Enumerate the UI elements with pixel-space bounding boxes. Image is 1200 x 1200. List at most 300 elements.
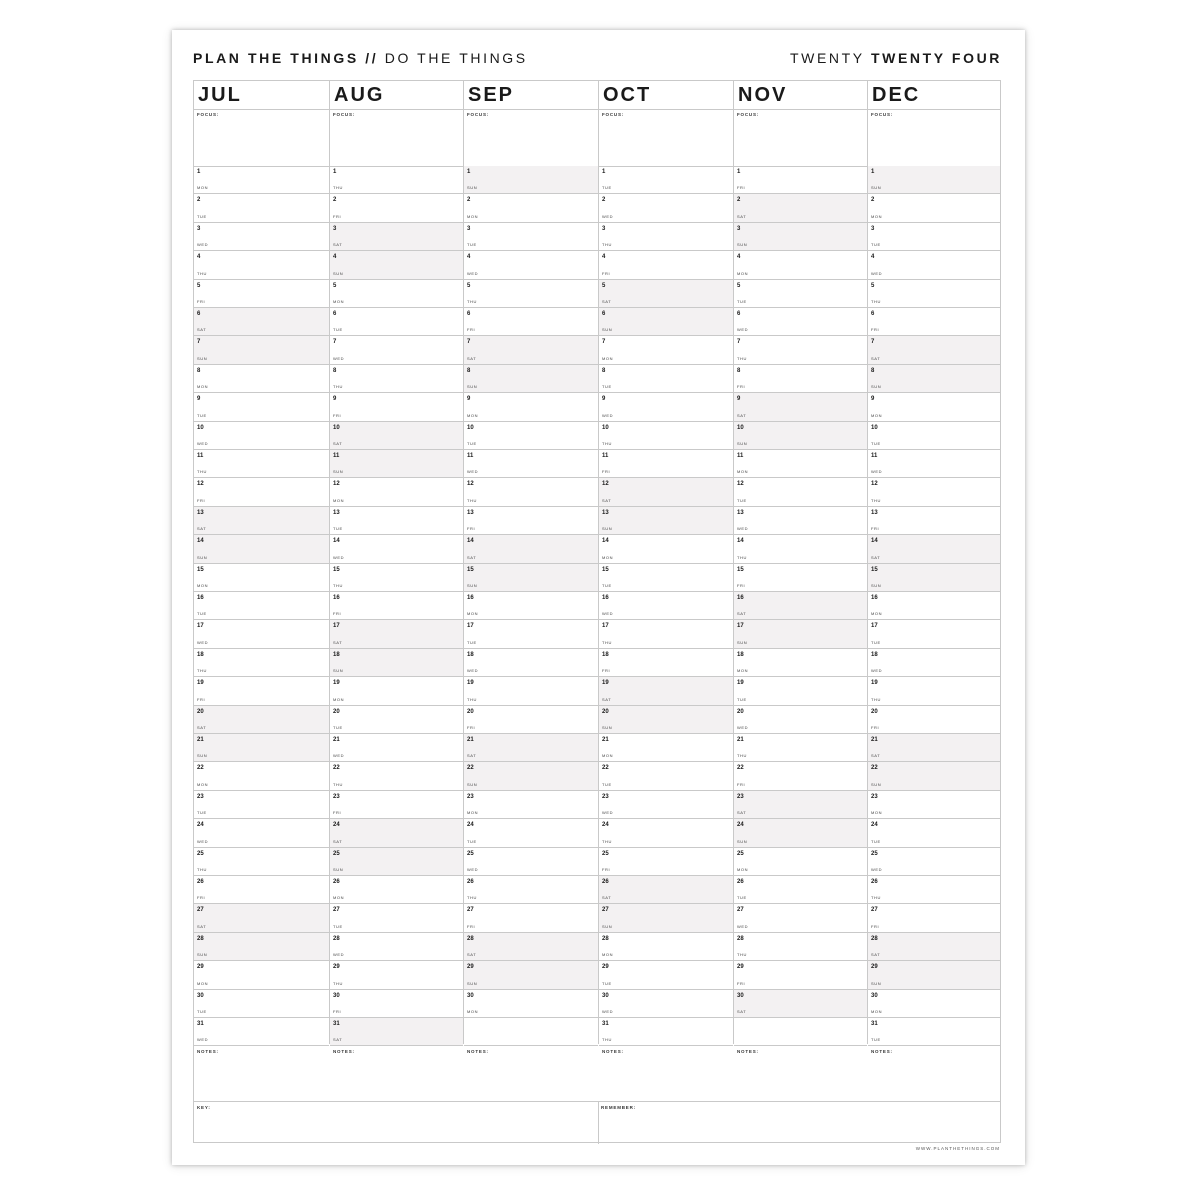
- day-weekday: FRI: [871, 327, 880, 333]
- day-number: 9: [467, 396, 471, 403]
- day-cell[interactable]: [599, 848, 733, 876]
- day-cell[interactable]: [464, 450, 598, 478]
- notes-box[interactable]: [464, 1046, 598, 1102]
- day-cell[interactable]: [868, 166, 1000, 194]
- day-cell[interactable]: [194, 933, 329, 961]
- day-cell[interactable]: [464, 166, 598, 194]
- day-cell[interactable]: [194, 734, 329, 762]
- day-cell[interactable]: [599, 990, 733, 1018]
- day-weekday: THU: [737, 355, 748, 361]
- day-cell[interactable]: [330, 223, 463, 251]
- day-cell[interactable]: [464, 620, 598, 648]
- day-cell[interactable]: [464, 422, 598, 450]
- day-cell[interactable]: [464, 592, 598, 620]
- day-cell[interactable]: [194, 280, 329, 308]
- day-cell[interactable]: [330, 1018, 463, 1046]
- day-cell[interactable]: [734, 422, 867, 450]
- day-number: 8: [871, 367, 875, 374]
- day-cell[interactable]: [734, 990, 867, 1018]
- day-cell[interactable]: [734, 223, 867, 251]
- day-cell[interactable]: [734, 677, 867, 705]
- day-number: 13: [737, 509, 744, 516]
- day-cell[interactable]: [330, 251, 463, 279]
- day-cell[interactable]: [330, 450, 463, 478]
- day-number: 30: [467, 992, 474, 999]
- day-cell[interactable]: [194, 450, 329, 478]
- day-cell[interactable]: [868, 507, 1000, 535]
- day-number: 11: [197, 453, 204, 459]
- day-cell[interactable]: [194, 223, 329, 251]
- day-cell[interactable]: [330, 166, 463, 194]
- day-cell[interactable]: [868, 762, 1000, 790]
- day-cell[interactable]: [330, 280, 463, 308]
- day-number: 21: [602, 737, 609, 743]
- day-cell[interactable]: [599, 280, 733, 308]
- day-cell[interactable]: [194, 876, 329, 904]
- day-weekday: WED: [197, 639, 209, 645]
- day-number: 7: [737, 339, 741, 346]
- day-cell[interactable]: [734, 336, 867, 364]
- day-weekday: TUE: [467, 639, 477, 645]
- day-number: 7: [333, 339, 337, 346]
- day-cell[interactable]: [868, 422, 1000, 450]
- day-cell[interactable]: [599, 734, 733, 762]
- day-weekday: FRI: [197, 497, 206, 503]
- day-weekday: SUN: [871, 980, 882, 986]
- day-number: 15: [871, 566, 878, 573]
- day-number: 29: [467, 964, 474, 971]
- day-cell[interactable]: [194, 620, 329, 648]
- day-cell[interactable]: [330, 933, 463, 961]
- day-cell[interactable]: [194, 592, 329, 620]
- day-cell[interactable]: [464, 194, 598, 222]
- day-number: 14: [871, 538, 878, 545]
- day-cell[interactable]: [868, 961, 1000, 989]
- day-cell[interactable]: [464, 564, 598, 592]
- day-cell[interactable]: [599, 535, 733, 563]
- focus-box[interactable]: [734, 109, 867, 167]
- day-cell[interactable]: [464, 1018, 598, 1046]
- day-number: 29: [333, 964, 340, 971]
- day-weekday: SUN: [467, 781, 478, 787]
- day-weekday: SUN: [333, 469, 344, 475]
- day-cell[interactable]: [599, 450, 733, 478]
- day-weekday: THU: [602, 838, 613, 844]
- day-cell[interactable]: [734, 848, 867, 876]
- day-cell[interactable]: [464, 706, 598, 734]
- day-weekday: SAT: [602, 298, 612, 304]
- day-cell[interactable]: [599, 308, 733, 336]
- month-column-dec: [867, 81, 1000, 1055]
- day-cell[interactable]: [464, 336, 598, 364]
- remember-box[interactable]: [598, 1102, 1000, 1144]
- day-cell[interactable]: [330, 706, 463, 734]
- focus-box[interactable]: [330, 109, 463, 167]
- day-cell[interactable]: [868, 734, 1000, 762]
- day-cell[interactable]: [734, 251, 867, 279]
- day-cell[interactable]: [194, 564, 329, 592]
- focus-box[interactable]: [868, 109, 1000, 167]
- day-number: 2: [467, 197, 471, 204]
- month-header: [194, 81, 329, 110]
- day-cell[interactable]: [734, 564, 867, 592]
- remember-label: REMEMBER:: [601, 1105, 636, 1110]
- day-cell[interactable]: [194, 478, 329, 506]
- notes-box[interactable]: [599, 1046, 733, 1102]
- day-cell[interactable]: [464, 365, 598, 393]
- day-weekday: THU: [467, 696, 478, 702]
- day-cell[interactable]: [464, 251, 598, 279]
- day-cell[interactable]: [464, 478, 598, 506]
- day-cell[interactable]: [734, 791, 867, 819]
- day-weekday: SAT: [197, 724, 207, 730]
- day-number: 21: [871, 737, 878, 743]
- day-cell[interactable]: [868, 393, 1000, 421]
- day-cell[interactable]: [194, 422, 329, 450]
- day-cell[interactable]: [330, 876, 463, 904]
- day-number: 28: [602, 935, 609, 942]
- day-cell[interactable]: [734, 166, 867, 194]
- day-weekday: FRI: [333, 1008, 342, 1014]
- day-cell[interactable]: [734, 876, 867, 904]
- day-cell[interactable]: [330, 592, 463, 620]
- day-cell[interactable]: [868, 649, 1000, 677]
- day-cell[interactable]: [464, 819, 598, 847]
- day-cell[interactable]: [868, 620, 1000, 648]
- day-number: 18: [197, 651, 204, 658]
- day-number: 31: [602, 1021, 609, 1027]
- notes-box[interactable]: [194, 1046, 329, 1102]
- day-cell[interactable]: [330, 535, 463, 563]
- day-cell[interactable]: [734, 393, 867, 421]
- day-cell[interactable]: [194, 507, 329, 535]
- day-number: 30: [737, 992, 744, 999]
- day-cell[interactable]: [464, 848, 598, 876]
- day-cell[interactable]: [868, 336, 1000, 364]
- day-cell[interactable]: [330, 791, 463, 819]
- day-number: 14: [197, 538, 204, 545]
- day-number: 10: [333, 424, 340, 431]
- day-cell[interactable]: [868, 876, 1000, 904]
- day-weekday: THU: [602, 242, 613, 248]
- day-weekday: WED: [737, 923, 749, 929]
- day-cell[interactable]: [464, 677, 598, 705]
- day-weekday: TUE: [197, 1008, 207, 1014]
- header-right-bold: TWENTY FOUR: [870, 50, 1002, 66]
- day-cell[interactable]: [194, 393, 329, 421]
- day-number: 2: [333, 197, 337, 204]
- day-cell[interactable]: [330, 564, 463, 592]
- day-cell[interactable]: [868, 365, 1000, 393]
- day-weekday: MON: [871, 611, 883, 617]
- day-cell[interactable]: [599, 365, 733, 393]
- day-cell[interactable]: [734, 280, 867, 308]
- day-cell[interactable]: [734, 649, 867, 677]
- day-cell[interactable]: [194, 791, 329, 819]
- day-cell[interactable]: [464, 791, 598, 819]
- day-number: 2: [737, 197, 741, 204]
- day-weekday: TUE: [197, 213, 207, 219]
- day-cell[interactable]: [464, 990, 598, 1018]
- day-number: 10: [602, 424, 609, 431]
- day-cell[interactable]: [464, 535, 598, 563]
- day-number: 12: [737, 481, 744, 488]
- day-cell[interactable]: [868, 194, 1000, 222]
- day-cell[interactable]: [194, 990, 329, 1018]
- day-cell[interactable]: [464, 961, 598, 989]
- day-number: 25: [197, 850, 204, 857]
- day-weekday: MON: [871, 412, 883, 418]
- day-cell[interactable]: [868, 848, 1000, 876]
- day-cell[interactable]: [194, 904, 329, 932]
- day-cell[interactable]: [734, 535, 867, 563]
- day-cell[interactable]: [599, 223, 733, 251]
- day-cell[interactable]: [194, 762, 329, 790]
- day-cell[interactable]: [599, 166, 733, 194]
- day-weekday: MON: [333, 895, 345, 901]
- day-cell[interactable]: [194, 677, 329, 705]
- day-number: 28: [333, 935, 340, 942]
- day-cell[interactable]: [464, 649, 598, 677]
- day-weekday: WED: [333, 753, 345, 759]
- day-cell[interactable]: [330, 904, 463, 932]
- day-cell[interactable]: [194, 649, 329, 677]
- notes-box[interactable]: [868, 1046, 1000, 1102]
- day-weekday: MON: [467, 412, 479, 418]
- day-number: 18: [467, 651, 474, 658]
- day-number: 31: [197, 1021, 204, 1027]
- day-cell[interactable]: [868, 819, 1000, 847]
- day-weekday: WED: [871, 270, 883, 276]
- day-cell[interactable]: [734, 308, 867, 336]
- day-weekday: WED: [737, 526, 749, 532]
- day-weekday: SAT: [333, 440, 343, 446]
- day-cell[interactable]: [599, 336, 733, 364]
- day-cell[interactable]: [464, 393, 598, 421]
- day-number: 30: [333, 992, 340, 999]
- day-cell[interactable]: [330, 620, 463, 648]
- day-cell[interactable]: [599, 762, 733, 790]
- day-cell[interactable]: [330, 848, 463, 876]
- day-cell[interactable]: [734, 450, 867, 478]
- day-cell[interactable]: [599, 393, 733, 421]
- day-cell[interactable]: [464, 734, 598, 762]
- day-weekday: SUN: [197, 355, 208, 361]
- day-cell[interactable]: [599, 933, 733, 961]
- day-number: 13: [467, 509, 474, 516]
- day-cell[interactable]: [599, 507, 733, 535]
- day-weekday: SAT: [197, 526, 207, 532]
- day-cell[interactable]: [734, 762, 867, 790]
- day-cell[interactable]: [868, 280, 1000, 308]
- day-cell[interactable]: [599, 677, 733, 705]
- day-cell[interactable]: [194, 1018, 329, 1046]
- day-cell[interactable]: [734, 507, 867, 535]
- day-cell[interactable]: [599, 422, 733, 450]
- day-number: 17: [197, 623, 204, 630]
- day-weekday: TUE: [333, 724, 343, 730]
- day-cell[interactable]: [868, 904, 1000, 932]
- day-weekday: SAT: [333, 838, 343, 844]
- day-cell[interactable]: [734, 1018, 867, 1046]
- day-cell[interactable]: [599, 592, 733, 620]
- day-cell[interactable]: [464, 507, 598, 535]
- day-cell[interactable]: [734, 961, 867, 989]
- notes-box[interactable]: [734, 1046, 867, 1102]
- day-cell[interactable]: [330, 507, 463, 535]
- day-cell[interactable]: [194, 336, 329, 364]
- key-box[interactable]: [194, 1102, 599, 1144]
- day-cell[interactable]: [734, 365, 867, 393]
- day-cell[interactable]: [464, 308, 598, 336]
- day-cell[interactable]: [194, 819, 329, 847]
- day-cell[interactable]: [868, 791, 1000, 819]
- day-weekday: MON: [197, 185, 209, 191]
- day-weekday: TUE: [737, 497, 747, 503]
- day-number: 8: [333, 367, 337, 374]
- day-weekday: SAT: [602, 497, 612, 503]
- day-cell[interactable]: [599, 961, 733, 989]
- day-cell[interactable]: [599, 791, 733, 819]
- day-weekday: WED: [602, 1008, 614, 1014]
- day-cell[interactable]: [599, 251, 733, 279]
- day-cell[interactable]: [194, 166, 329, 194]
- notes-box[interactable]: [330, 1046, 463, 1102]
- day-cell[interactable]: [599, 1018, 733, 1046]
- day-weekday: SUN: [737, 838, 748, 844]
- day-cell[interactable]: [464, 876, 598, 904]
- day-cell[interactable]: [330, 336, 463, 364]
- day-cell[interactable]: [464, 933, 598, 961]
- month-column-jul: [194, 81, 329, 1055]
- day-cell[interactable]: [464, 904, 598, 932]
- header-right: [790, 50, 1002, 66]
- day-cell[interactable]: [330, 194, 463, 222]
- day-cell[interactable]: [868, 592, 1000, 620]
- day-cell[interactable]: [599, 478, 733, 506]
- day-cell[interactable]: [194, 848, 329, 876]
- day-number: 8: [467, 367, 471, 374]
- day-cell[interactable]: [194, 194, 329, 222]
- day-number: 4: [737, 254, 741, 261]
- day-cell[interactable]: [330, 734, 463, 762]
- day-cell[interactable]: [464, 280, 598, 308]
- day-number: 4: [602, 254, 606, 261]
- day-number: 14: [602, 538, 609, 545]
- day-weekday: TUE: [197, 810, 207, 816]
- day-cell[interactable]: [868, 308, 1000, 336]
- day-weekday: SAT: [467, 554, 477, 560]
- day-cell[interactable]: [599, 876, 733, 904]
- day-cell[interactable]: [734, 478, 867, 506]
- day-cell[interactable]: [734, 194, 867, 222]
- day-cell[interactable]: [599, 819, 733, 847]
- day-number: 21: [467, 737, 474, 743]
- day-cell[interactable]: [734, 904, 867, 932]
- header-left-light: DO THE THINGS: [384, 50, 528, 66]
- day-cell[interactable]: [599, 620, 733, 648]
- day-cell[interactable]: [734, 592, 867, 620]
- focus-box[interactable]: [599, 109, 733, 167]
- day-cell[interactable]: [599, 194, 733, 222]
- day-cell[interactable]: [330, 990, 463, 1018]
- notes-label: NOTES:: [197, 1049, 219, 1055]
- day-cell[interactable]: [194, 251, 329, 279]
- day-cell[interactable]: [194, 308, 329, 336]
- day-cell[interactable]: [734, 620, 867, 648]
- day-cell[interactable]: [330, 308, 463, 336]
- day-cell[interactable]: [330, 649, 463, 677]
- day-number: 28: [871, 935, 878, 942]
- day-weekday: SUN: [467, 980, 478, 986]
- day-weekday: TUE: [871, 242, 881, 248]
- day-cell[interactable]: [868, 450, 1000, 478]
- focus-box[interactable]: [464, 109, 598, 167]
- focus-box[interactable]: [194, 109, 329, 167]
- day-cell[interactable]: [330, 961, 463, 989]
- day-cell[interactable]: [868, 223, 1000, 251]
- day-cell[interactable]: [599, 564, 733, 592]
- day-cell[interactable]: [734, 706, 867, 734]
- day-cell[interactable]: [330, 677, 463, 705]
- day-number: 8: [602, 367, 606, 374]
- day-cell[interactable]: [194, 535, 329, 563]
- day-cell[interactable]: [868, 706, 1000, 734]
- day-number: 17: [602, 623, 609, 630]
- day-cell[interactable]: [330, 762, 463, 790]
- day-number: 4: [197, 254, 201, 261]
- day-cell[interactable]: [599, 904, 733, 932]
- day-number: 16: [737, 595, 744, 601]
- day-cell[interactable]: [330, 819, 463, 847]
- day-cell[interactable]: [464, 223, 598, 251]
- day-cell[interactable]: [868, 933, 1000, 961]
- day-number: 27: [737, 907, 744, 914]
- day-cell[interactable]: [330, 393, 463, 421]
- day-number: 20: [871, 708, 878, 715]
- day-weekday: SAT: [333, 1037, 343, 1043]
- day-weekday: WED: [467, 270, 479, 276]
- day-cell[interactable]: [734, 819, 867, 847]
- day-cell[interactable]: [868, 677, 1000, 705]
- day-cell[interactable]: [330, 478, 463, 506]
- day-cell[interactable]: [734, 734, 867, 762]
- day-number: 11: [871, 453, 878, 459]
- day-cell[interactable]: [868, 251, 1000, 279]
- day-cell[interactable]: [330, 365, 463, 393]
- day-number: 26: [871, 879, 878, 885]
- day-cell[interactable]: [599, 649, 733, 677]
- day-cell[interactable]: [734, 933, 867, 961]
- day-cell[interactable]: [868, 564, 1000, 592]
- day-cell[interactable]: [868, 478, 1000, 506]
- day-cell[interactable]: [464, 762, 598, 790]
- day-number: 9: [737, 396, 741, 403]
- day-cell[interactable]: [599, 706, 733, 734]
- day-cell[interactable]: [868, 990, 1000, 1018]
- day-number: 22: [333, 765, 340, 772]
- day-weekday: SAT: [737, 611, 747, 617]
- day-number: 16: [871, 595, 878, 601]
- day-cell[interactable]: [330, 422, 463, 450]
- day-cell[interactable]: [868, 1018, 1000, 1046]
- day-weekday: SUN: [197, 554, 208, 560]
- day-cell[interactable]: [194, 961, 329, 989]
- day-cell[interactable]: [194, 706, 329, 734]
- notes-label: NOTES:: [871, 1049, 893, 1055]
- day-cell[interactable]: [194, 365, 329, 393]
- day-cell[interactable]: [868, 535, 1000, 563]
